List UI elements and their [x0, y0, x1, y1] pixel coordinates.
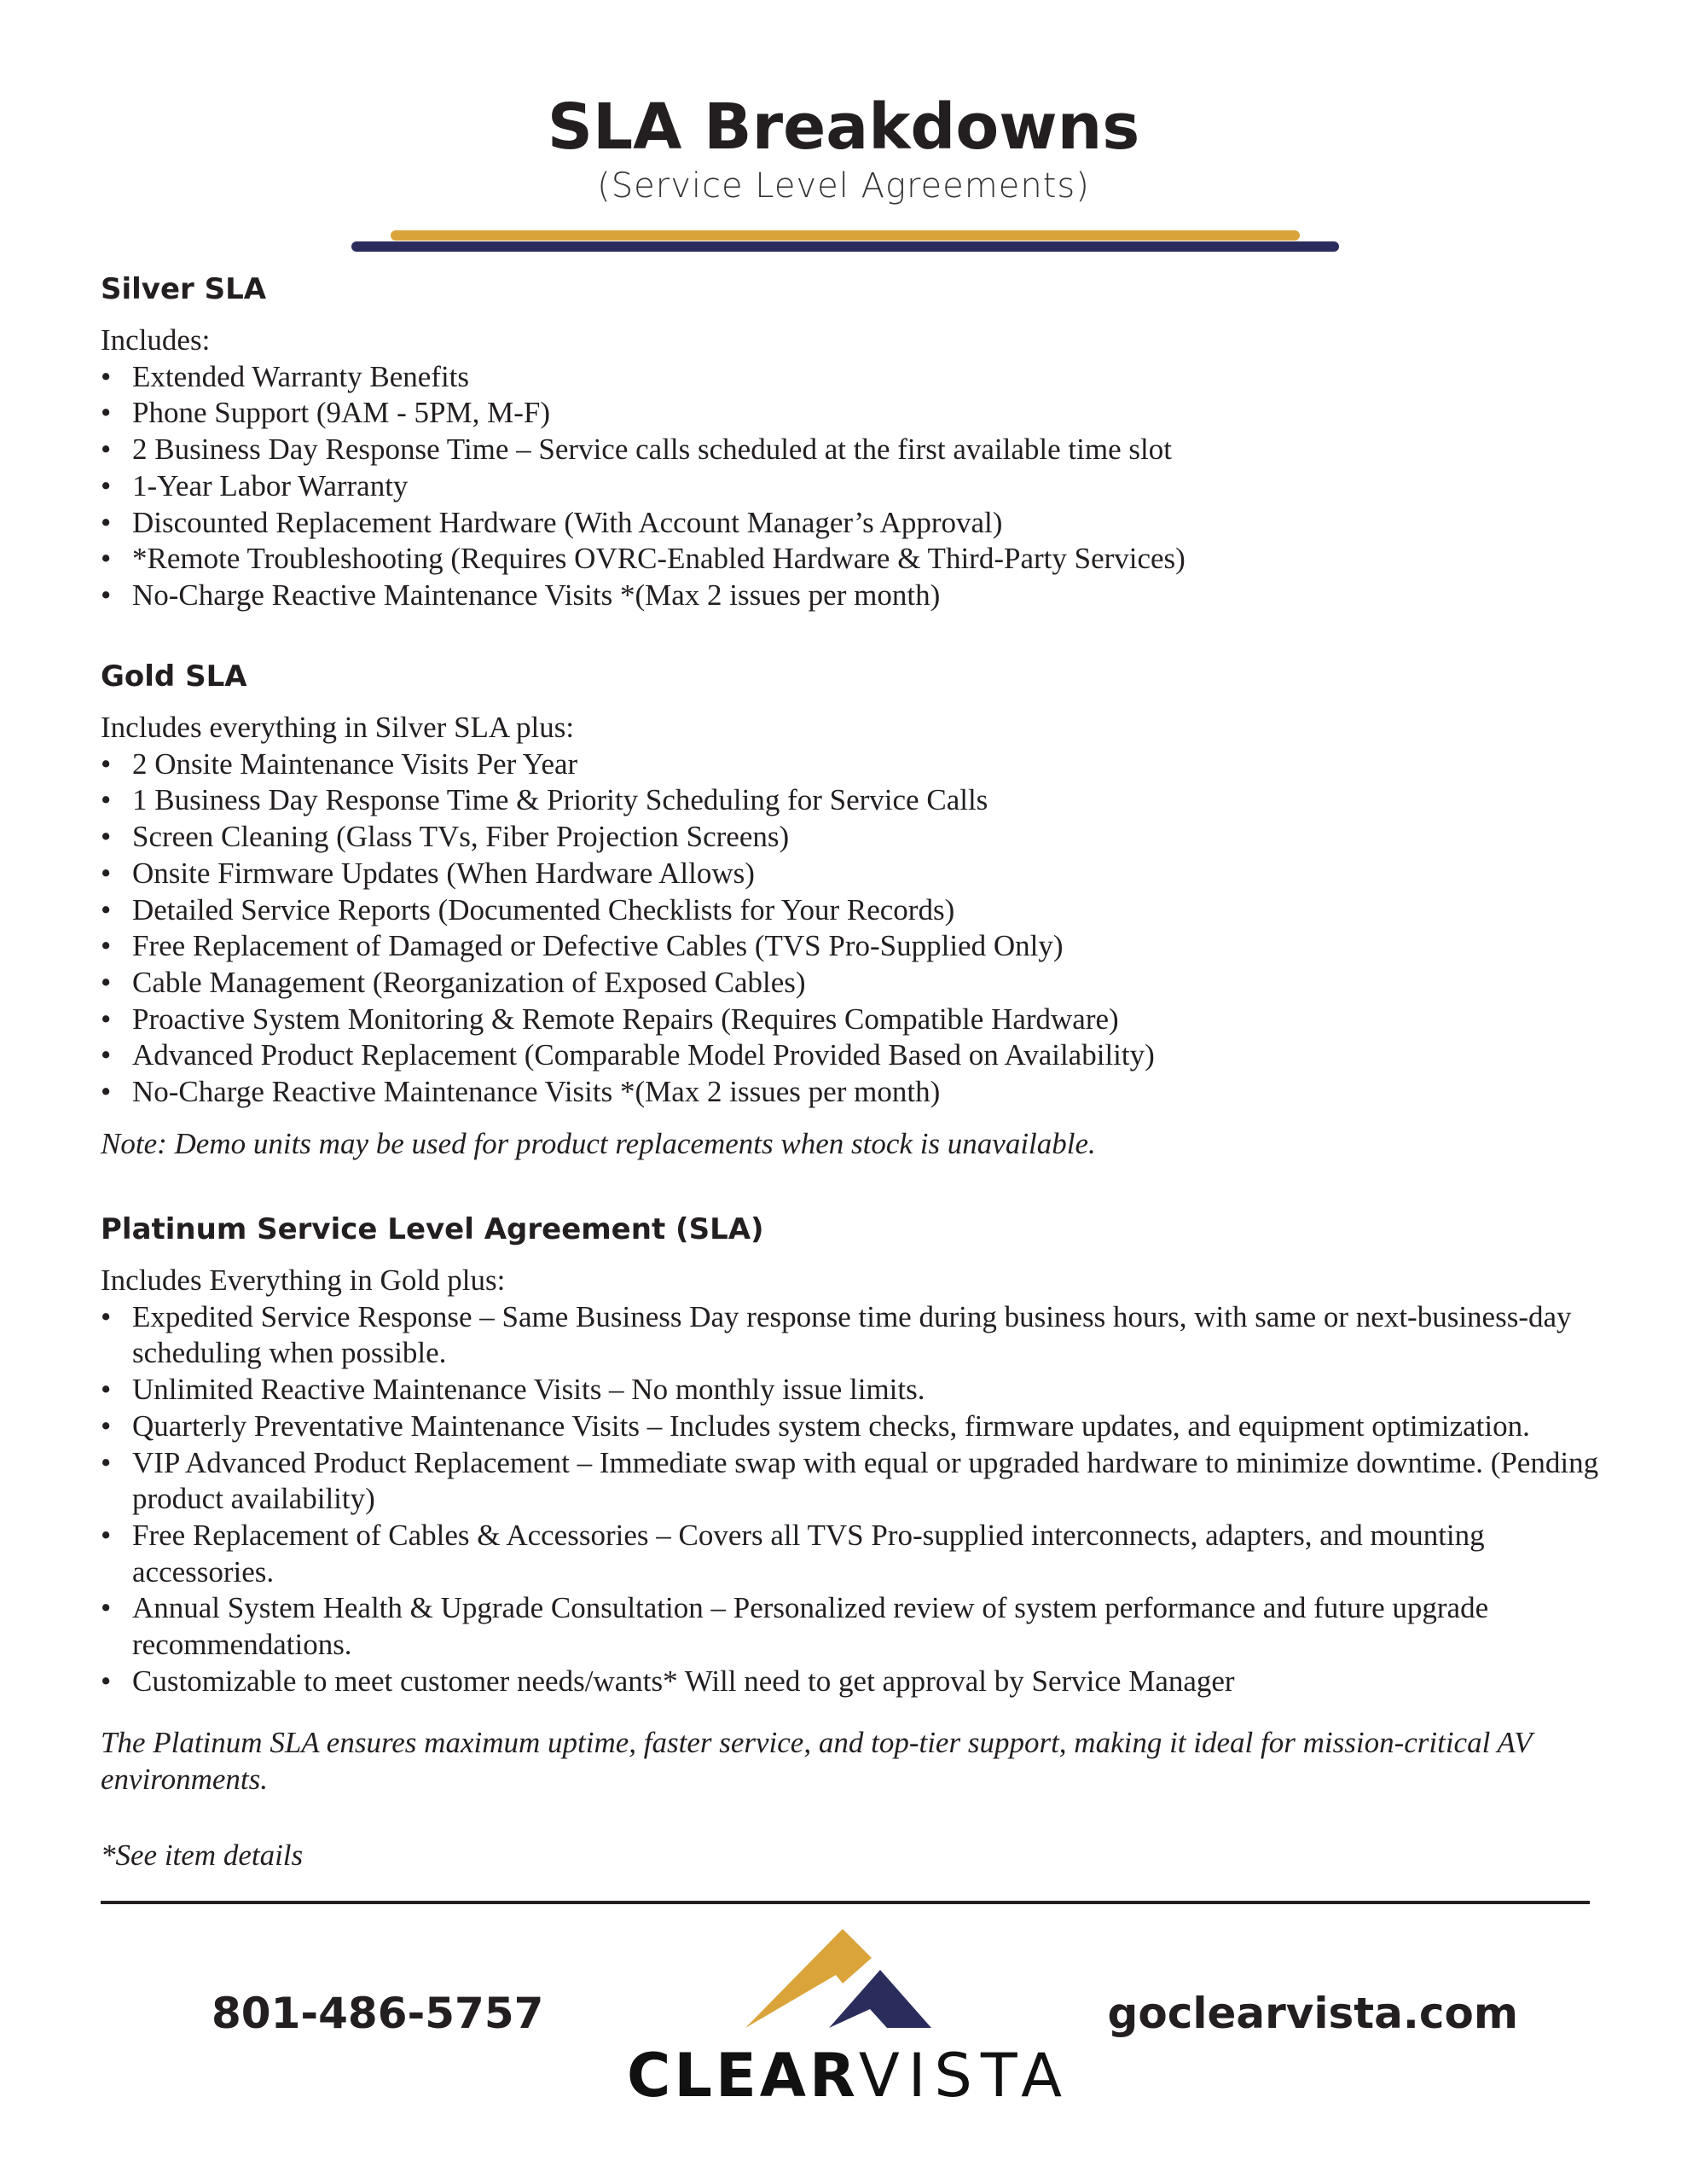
page-subtitle: (Service Level Agreements): [597, 166, 1090, 206]
list-item: [101, 432, 1602, 468]
list-item-text: Discounted Replacement Hardware (With Account Manager’s Approval): [132, 505, 1003, 539]
platinum-sla-intro: Includes Everything in Gold plus:: [101, 1263, 506, 1297]
list-item: [101, 359, 1602, 396]
navy-divider-bar: [351, 241, 1339, 252]
list-item: [101, 856, 1602, 892]
footer-divider: [101, 1901, 1590, 1904]
list-item: [101, 541, 1602, 578]
gold-sla-heading: Gold SLA: [101, 659, 247, 694]
list-item: [101, 468, 1602, 505]
platinum-closing-note: The Platinum SLA ensures maximum uptime, faster service, and top-tier support, making it ideal for mission-critical AV environments.: [101, 1726, 1532, 1796]
gold-sla-list: [101, 746, 1602, 1111]
list-item-text: Detailed Service Reports (Documented Checklists for Your Records): [132, 892, 955, 926]
gold-divider-bar: [391, 230, 1300, 241]
bullet-icon: •: [101, 856, 112, 890]
see-item-details-note: *See item details: [101, 1838, 304, 1872]
bullet-icon: •: [101, 578, 112, 612]
list-item-text: 1-Year Labor Warranty: [132, 468, 409, 502]
bullet-icon: •: [101, 505, 112, 539]
list-item: [101, 1409, 1602, 1445]
gold-sla-intro: Includes everything in Silver SLA plus:: [101, 711, 575, 744]
bullet-icon: •: [101, 1518, 112, 1552]
bullet-icon: •: [101, 746, 112, 781]
bullet-icon: •: [101, 396, 112, 430]
list-item: [101, 1372, 1602, 1409]
bullet-icon: •: [101, 1373, 112, 1407]
logo-text-bold: CLEAR: [627, 2041, 859, 2111]
list-item-text: No-Charge Reactive Maintenance Visits *(Max 2 issues per month): [132, 1075, 941, 1109]
footer-phone[interactable]: 801-486-5757: [212, 1989, 544, 2038]
list-item-text: Customizable to meet customer needs/wants* Will need to get approval by Service Manager: [132, 1664, 1235, 1698]
bullet-icon: •: [101, 783, 112, 817]
list-item-text: Quarterly Preventative Maintenance Visits – Includes system checks, firmware updates, and equipment optimization.: [132, 1409, 1530, 1443]
bullet-icon: •: [101, 1591, 112, 1625]
list-item-text: Proactive System Monitoring & Remote Repairs (Requires Compatible Hardware): [132, 1002, 1119, 1036]
gold-sla-section: [101, 659, 1602, 1162]
bullet-icon: •: [101, 1075, 112, 1109]
list-item: [101, 1002, 1602, 1038]
silver-sla-intro: Includes:: [101, 323, 211, 357]
bullet-icon: •: [101, 929, 112, 963]
platinum-sla-list: [101, 1299, 1602, 1700]
list-item-text: 2 Onsite Maintenance Visits Per Year: [132, 746, 578, 781]
list-item: [101, 1590, 1602, 1663]
list-item-text: Annual System Health & Upgrade Consultation – Personalized review of system performance and future upgrade recommendations.: [132, 1591, 1489, 1662]
list-item-text: Phone Support (9AM - 5PM, M-F): [132, 396, 551, 430]
list-item-text: Advanced Product Replacement (Comparable Model Provided Based on Availability): [132, 1038, 1155, 1072]
list-item: [101, 505, 1602, 542]
footer-website-link[interactable]: goclearvista.com: [1107, 1989, 1518, 2038]
list-item: [101, 819, 1602, 856]
list-item-text: No-Charge Reactive Maintenance Visits *(Max 2 issues per month): [132, 578, 941, 612]
list-item-text: Cable Management (Reorganization of Exposed Cables): [132, 965, 806, 999]
list-item: [101, 1664, 1602, 1700]
list-item-text: Expedited Service Response – Same Business Day response time during business hours, with same or next-business-day scheduling when possible.: [132, 1299, 1572, 1370]
bullet-icon: •: [101, 1038, 112, 1072]
list-item: [101, 1445, 1602, 1518]
bullet-icon: •: [101, 820, 112, 854]
bullet-icon: •: [101, 1445, 112, 1479]
bullet-icon: •: [101, 1299, 112, 1333]
list-item-text: 2 Business Day Response Time – Service calls scheduled at the first available time slot: [132, 433, 1172, 467]
bullet-icon: •: [101, 433, 112, 467]
list-item-text: Extended Warranty Benefits: [132, 359, 470, 393]
list-item: [101, 395, 1602, 432]
list-item-text: Screen Cleaning (Glass TVs, Fiber Projection Screens): [132, 820, 790, 854]
gold-sla-note: Note: Demo units may be used for product replacements when stock is unavailable.: [101, 1126, 1096, 1160]
list-item-text: Unlimited Reactive Maintenance Visits – No monthly issue limits.: [132, 1373, 925, 1407]
silver-sla-list: [101, 359, 1602, 614]
list-item: [101, 578, 1602, 614]
list-item-text: VIP Advanced Product Replacement – Immediate swap with equal or upgraded hardware to minimize downtime. (Pending product availability): [132, 1445, 1599, 1516]
silver-sla-heading: Silver SLA: [101, 272, 267, 306]
bullet-icon: •: [101, 965, 112, 999]
bullet-icon: •: [101, 892, 112, 926]
list-item: [101, 928, 1602, 965]
list-item: [101, 746, 1602, 783]
platinum-sla-section: [101, 1212, 1602, 1699]
list-item-text: *Remote Troubleshooting (Requires OVRC-Enabled Hardware & Third-Party Services): [132, 542, 1186, 576]
list-item-text: Onsite Firmware Updates (When Hardware Allows): [132, 856, 755, 890]
list-item-text: Free Replacement of Cables & Accessories – Covers all TVS Pro-supplied interconnects, adapters, and mounting accessories.: [132, 1518, 1485, 1589]
bullet-icon: •: [101, 542, 112, 576]
bullet-icon: •: [101, 359, 112, 393]
list-item: [101, 1518, 1602, 1590]
silver-sla-section: [101, 272, 1602, 614]
bullet-icon: •: [101, 1409, 112, 1443]
page-title: SLA Breakdowns: [547, 90, 1140, 164]
platinum-sla-heading: Platinum Service Level Agreement (SLA): [101, 1212, 764, 1246]
list-item: [101, 1074, 1602, 1111]
list-item: [101, 782, 1602, 819]
bullet-icon: •: [101, 1002, 112, 1036]
list-item-text: 1 Business Day Response Time & Priority Scheduling for Service Calls: [132, 783, 988, 817]
bullet-icon: •: [101, 468, 112, 502]
clearvista-mountain-logo-icon: [742, 1924, 955, 2030]
logo-text-light: VISTA: [858, 2041, 1071, 2111]
list-item-text: Free Replacement of Damaged or Defective Cables (TVS Pro-Supplied Only): [132, 929, 1064, 963]
list-item: [101, 892, 1602, 929]
clearvista-wordmark: [627, 2041, 1071, 2111]
list-item: [101, 965, 1602, 1002]
bullet-icon: •: [101, 1664, 112, 1698]
list-item: [101, 1299, 1602, 1372]
list-item: [101, 1037, 1602, 1074]
